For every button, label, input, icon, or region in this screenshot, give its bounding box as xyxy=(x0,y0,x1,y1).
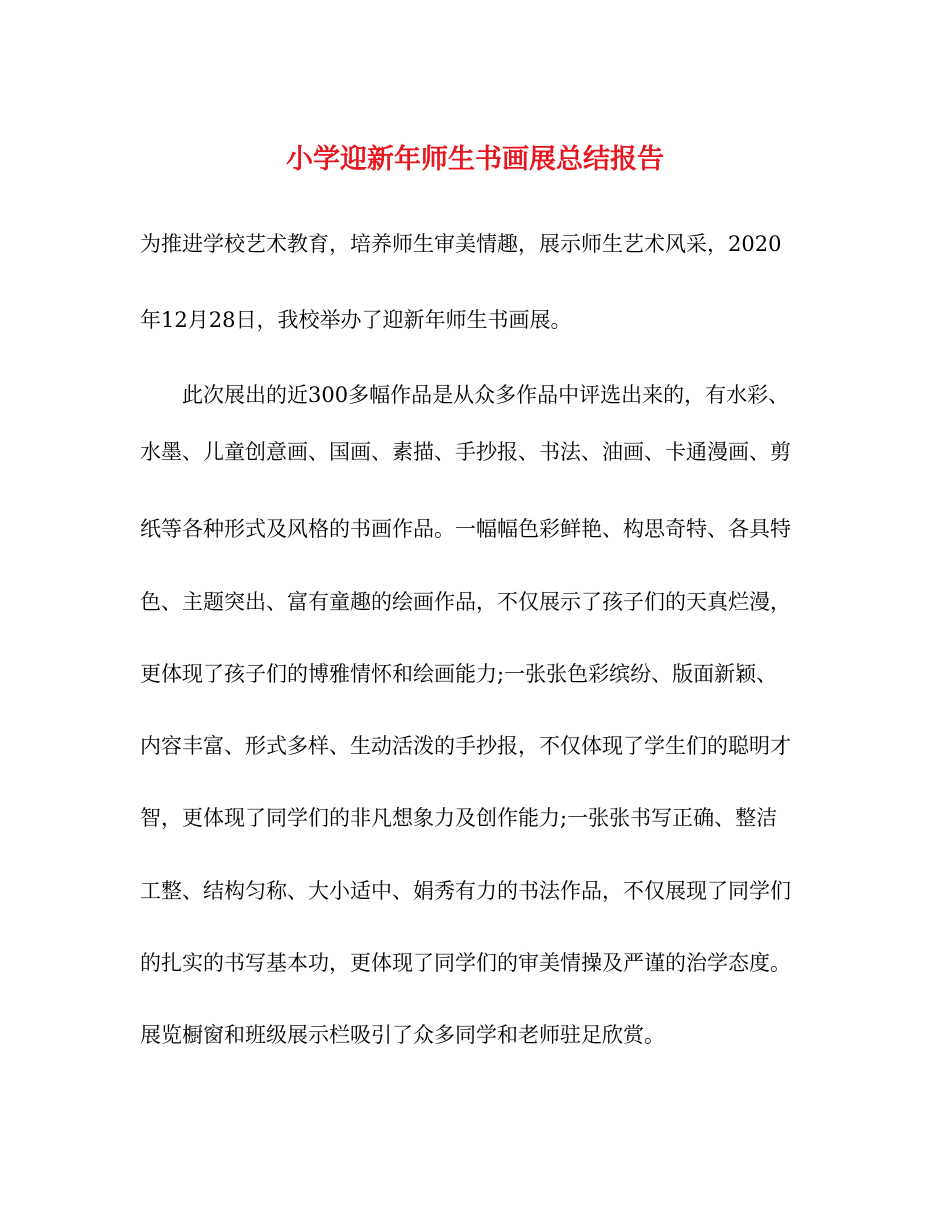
body-line: 纸等各种形式及风格的书画作品。一幅幅色彩鲜艳、构思奇特、各具特 xyxy=(140,517,791,541)
body-line: 水墨、儿童创意画、国画、素描、手抄报、书法、油画、卡通漫画、剪 xyxy=(140,440,791,464)
body-line: 智，更体现了同学们的非凡想象力及创作能力;一张张书写正确、整洁 xyxy=(140,806,778,830)
body-line: 此次展出的近300多幅作品是从众多作品中评选出来的，有水彩、 xyxy=(140,383,790,407)
body-line: 的扎实的书写基本功，更体现了同学们的审美情操及严谨的治学态度。 xyxy=(140,951,791,975)
body-line: 内容丰富、形式多样、生动活泼的手抄报，不仅体现了学生们的聪明才 xyxy=(140,734,791,758)
body-line: 更体现了孩子们的博雅情怀和绘画能力;一张张色彩缤纷、版面新颖、 xyxy=(140,662,778,686)
body-line: 为推进学校艺术教育，培养师生审美情趣，展示师生艺术风采，2020 xyxy=(140,232,782,256)
body-line: 色、主题突出、富有童趣的绘画作品，不仅展示了孩子们的天真烂漫， xyxy=(140,590,791,614)
body-line: 展览橱窗和班级展示栏吸引了众多同学和老师驻足欣赏。 xyxy=(140,1023,665,1047)
body-line: 工整、结构匀称、大小适中、娟秀有力的书法作品，不仅展现了同学们 xyxy=(140,879,791,903)
document-title: 小学迎新年师生书画展总结报告 xyxy=(286,144,664,175)
body-line: 年12月28日，我校举办了迎新年师生书画展。 xyxy=(140,308,572,332)
